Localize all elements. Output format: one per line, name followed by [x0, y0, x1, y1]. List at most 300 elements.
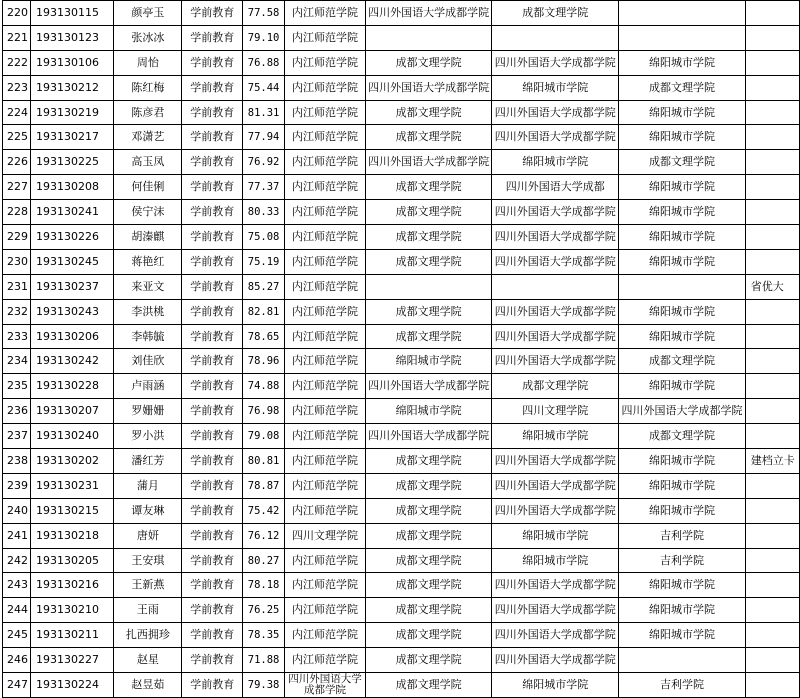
row-number-cell: 221	[3, 25, 31, 50]
student-id-cell: 193130123	[31, 25, 114, 50]
score-cell: 76.88	[243, 50, 285, 75]
major-cell: 学前教育	[182, 623, 243, 648]
table-row	[3, 399, 800, 424]
note-cell	[745, 598, 799, 623]
student-id-cell: 193130202	[31, 449, 114, 474]
score-cell: 78.18	[243, 573, 285, 598]
choice-2-cell: 成都文理学院	[366, 523, 492, 548]
choice-1-cell: 内江师范学院	[284, 175, 365, 200]
note-cell	[745, 299, 799, 324]
table-row	[3, 1, 800, 26]
choice-1-cell: 内江师范学院	[284, 225, 365, 250]
row-number-cell: 226	[3, 150, 31, 175]
choice-2-cell: 成都文理学院	[366, 648, 492, 673]
score-cell: 80.81	[243, 449, 285, 474]
table-row	[3, 274, 800, 299]
choice-4-cell: 绵阳城市学院	[619, 299, 746, 324]
student-id-cell: 193130224	[31, 673, 114, 698]
student-name-cell: 王雨	[114, 598, 182, 623]
score-cell: 79.10	[243, 25, 285, 50]
choice-4-cell: 绵阳城市学院	[619, 473, 746, 498]
major-cell: 学前教育	[182, 349, 243, 374]
student-id-cell: 193130205	[31, 548, 114, 573]
score-cell: 85.27	[243, 274, 285, 299]
student-name-cell: 罗姗姗	[114, 399, 182, 424]
score-cell: 78.35	[243, 623, 285, 648]
choice-1-cell: 内江师范学院	[284, 200, 365, 225]
major-cell: 学前教育	[182, 374, 243, 399]
student-id-cell: 193130231	[31, 473, 114, 498]
score-cell: 77.37	[243, 175, 285, 200]
row-number-cell: 247	[3, 673, 31, 698]
student-name-cell: 高玉凤	[114, 150, 182, 175]
student-name-cell: 李韩毓	[114, 324, 182, 349]
student-id-cell: 193130106	[31, 50, 114, 75]
score-cell: 75.44	[243, 75, 285, 100]
note-cell	[745, 648, 799, 673]
choice-2-cell: 成都文理学院	[366, 548, 492, 573]
choice-4-cell: 绵阳城市学院	[619, 573, 746, 598]
student-name-cell: 陈彦君	[114, 100, 182, 125]
student-id-cell: 193130208	[31, 175, 114, 200]
row-number-cell: 224	[3, 100, 31, 125]
table-row	[3, 548, 800, 573]
choice-2-cell: 绵阳城市学院	[366, 399, 492, 424]
note-cell	[745, 374, 799, 399]
row-number-cell: 238	[3, 449, 31, 474]
choice-1-cell: 内江师范学院	[284, 349, 365, 374]
major-cell: 学前教育	[182, 449, 243, 474]
choice-4-cell: 吉利学院	[619, 673, 746, 698]
table-row	[3, 573, 800, 598]
student-name-cell: 周怡	[114, 50, 182, 75]
choice-3-cell: 四川外国语大学成都学院	[492, 473, 619, 498]
choice-1-cell: 内江师范学院	[284, 299, 365, 324]
student-name-cell: 赵星	[114, 648, 182, 673]
row-number-cell: 225	[3, 125, 31, 150]
score-cell: 76.92	[243, 150, 285, 175]
student-name-cell: 罗小洪	[114, 424, 182, 449]
choice-2-cell: 成都文理学院	[366, 573, 492, 598]
note-cell	[745, 473, 799, 498]
score-cell: 76.98	[243, 399, 285, 424]
table-row	[3, 150, 800, 175]
score-cell: 76.25	[243, 598, 285, 623]
note-cell	[745, 424, 799, 449]
row-number-cell: 222	[3, 50, 31, 75]
major-cell: 学前教育	[182, 598, 243, 623]
choice-3-cell: 绵阳城市学院	[492, 150, 619, 175]
major-cell: 学前教育	[182, 548, 243, 573]
choice-1-cell: 内江师范学院	[284, 374, 365, 399]
choice-1-cell: 内江师范学院	[284, 449, 365, 474]
choice-2-cell: 四川外国语大学成都学院	[366, 150, 492, 175]
student-name-cell: 侯宁沫	[114, 200, 182, 225]
note-cell	[745, 523, 799, 548]
choice-1-cell: 内江师范学院	[284, 498, 365, 523]
major-cell: 学前教育	[182, 249, 243, 274]
choice-1-cell: 内江师范学院	[284, 399, 365, 424]
choice-3-cell: 四川外国语大学成都学院	[492, 648, 619, 673]
choice-1-cell: 内江师范学院	[284, 125, 365, 150]
student-name-cell: 潘红芳	[114, 449, 182, 474]
row-number-cell: 237	[3, 424, 31, 449]
choice-4-cell: 绵阳城市学院	[619, 249, 746, 274]
choice-2-cell: 成都文理学院	[366, 324, 492, 349]
score-cell: 82.81	[243, 299, 285, 324]
row-number-cell: 228	[3, 200, 31, 225]
choice-3-cell: 四川外国语大学成都学院	[492, 200, 619, 225]
row-number-cell: 239	[3, 473, 31, 498]
table-row	[3, 200, 800, 225]
choice-3-cell: 绵阳城市学院	[492, 424, 619, 449]
note-cell	[745, 1, 799, 26]
student-name-cell: 赵昱茹	[114, 673, 182, 698]
choice-4-cell: 绵阳城市学院	[619, 449, 746, 474]
table-row	[3, 449, 800, 474]
choice-2-cell: 成都文理学院	[366, 623, 492, 648]
table-row	[3, 424, 800, 449]
table-row	[3, 125, 800, 150]
choice-3-cell: 成都文理学院	[492, 374, 619, 399]
row-number-cell: 233	[3, 324, 31, 349]
student-name-cell: 蒲月	[114, 473, 182, 498]
note-cell	[745, 623, 799, 648]
student-id-cell: 193130211	[31, 623, 114, 648]
student-id-cell: 193130218	[31, 523, 114, 548]
choice-2-cell: 成都文理学院	[366, 100, 492, 125]
row-number-cell: 236	[3, 399, 31, 424]
student-id-cell: 193130225	[31, 150, 114, 175]
student-name-cell: 唐妍	[114, 523, 182, 548]
table-row	[3, 598, 800, 623]
choice-2-cell: 成都文理学院	[366, 200, 492, 225]
table-row	[3, 648, 800, 673]
choice-4-cell	[619, 25, 746, 50]
choice-3-cell: 四川外国语大学成都学院	[492, 498, 619, 523]
student-id-cell: 193130227	[31, 648, 114, 673]
choice-2-cell: 成都文理学院	[366, 125, 492, 150]
table-row	[3, 673, 800, 698]
row-number-cell: 227	[3, 175, 31, 200]
score-cell: 80.33	[243, 200, 285, 225]
student-name-cell: 张冰冰	[114, 25, 182, 50]
choice-1-cell: 内江师范学院	[284, 648, 365, 673]
note-cell	[745, 498, 799, 523]
choice-3-cell: 四川外国语大学成都学院	[492, 324, 619, 349]
row-number-cell: 241	[3, 523, 31, 548]
choice-4-cell: 绵阳城市学院	[619, 623, 746, 648]
table-row	[3, 225, 800, 250]
student-id-cell: 193130243	[31, 299, 114, 324]
choice-4-cell: 绵阳城市学院	[619, 175, 746, 200]
student-name-cell: 胡溱麒	[114, 225, 182, 250]
choice-4-cell: 四川外国语大学成都学院	[619, 399, 746, 424]
choice-4-cell: 成都文理学院	[619, 75, 746, 100]
choice-2-cell: 成都文理学院	[366, 673, 492, 698]
score-cell: 78.87	[243, 473, 285, 498]
choice-2-cell: 成都文理学院	[366, 299, 492, 324]
note-cell	[745, 249, 799, 274]
choice-4-cell: 绵阳城市学院	[619, 598, 746, 623]
choice-4-cell: 成都文理学院	[619, 424, 746, 449]
row-number-cell: 243	[3, 573, 31, 598]
table-row	[3, 623, 800, 648]
major-cell: 学前教育	[182, 399, 243, 424]
note-cell	[745, 200, 799, 225]
choice-2-cell: 成都文理学院	[366, 225, 492, 250]
note-cell: 建档立卡	[745, 449, 799, 474]
student-id-cell: 193130115	[31, 1, 114, 26]
choice-3-cell: 四川外国语大学成都学院	[492, 249, 619, 274]
score-cell: 75.19	[243, 249, 285, 274]
choice-1-cell: 内江师范学院	[284, 1, 365, 26]
score-cell: 74.88	[243, 374, 285, 399]
choice-4-cell	[619, 274, 746, 299]
choice-1-cell: 内江师范学院	[284, 274, 365, 299]
row-number-cell: 242	[3, 548, 31, 573]
choice-2-cell: 成都文理学院	[366, 449, 492, 474]
choice-3-cell: 四川外国语大学成都学院	[492, 573, 619, 598]
choice-3-cell: 四川外国语大学成都学院	[492, 623, 619, 648]
student-name-cell: 卢雨涵	[114, 374, 182, 399]
score-cell: 79.38	[243, 673, 285, 698]
score-cell: 81.31	[243, 100, 285, 125]
choice-1-cell: 内江师范学院	[284, 548, 365, 573]
major-cell: 学前教育	[182, 150, 243, 175]
choice-2-cell: 四川外国语大学成都学院	[366, 374, 492, 399]
note-cell	[745, 125, 799, 150]
choice-1-cell: 内江师范学院	[284, 75, 365, 100]
choice-4-cell: 绵阳城市学院	[619, 50, 746, 75]
choice-1-cell: 四川外国语大学成都学院	[284, 673, 365, 698]
choice-1-cell: 内江师范学院	[284, 50, 365, 75]
major-cell: 学前教育	[182, 225, 243, 250]
table-body	[3, 1, 800, 698]
student-name-cell: 王新燕	[114, 573, 182, 598]
choice-4-cell: 绵阳城市学院	[619, 374, 746, 399]
table-row	[3, 50, 800, 75]
major-cell: 学前教育	[182, 25, 243, 50]
table-row	[3, 349, 800, 374]
note-cell	[745, 548, 799, 573]
major-cell: 学前教育	[182, 50, 243, 75]
note-cell	[745, 75, 799, 100]
table-row	[3, 25, 800, 50]
choice-2-cell	[366, 274, 492, 299]
student-name-cell: 王安琪	[114, 548, 182, 573]
choice-3-cell: 成都文理学院	[492, 1, 619, 26]
student-name-cell: 李洪桃	[114, 299, 182, 324]
major-cell: 学前教育	[182, 100, 243, 125]
table-row	[3, 299, 800, 324]
student-id-cell: 193130212	[31, 75, 114, 100]
choice-4-cell: 绵阳城市学院	[619, 324, 746, 349]
note-cell	[745, 349, 799, 374]
score-cell: 76.12	[243, 523, 285, 548]
major-cell: 学前教育	[182, 673, 243, 698]
choice-2-cell: 成都文理学院	[366, 249, 492, 274]
choice-3-cell: 四川文理学院	[492, 399, 619, 424]
choice-3-cell: 四川外国语大学成都学院	[492, 225, 619, 250]
choice-1-cell: 内江师范学院	[284, 324, 365, 349]
score-cell: 71.88	[243, 648, 285, 673]
major-cell: 学前教育	[182, 175, 243, 200]
choice-3-cell: 四川外国语大学成都学院	[492, 349, 619, 374]
student-id-cell: 193130228	[31, 374, 114, 399]
major-cell: 学前教育	[182, 424, 243, 449]
student-name-cell: 来亚文	[114, 274, 182, 299]
choice-3-cell: 四川外国语大学成都学院	[492, 50, 619, 75]
choice-1-cell: 四川文理学院	[284, 523, 365, 548]
student-name-cell: 谭友琳	[114, 498, 182, 523]
student-id-cell: 193130237	[31, 274, 114, 299]
note-cell	[745, 324, 799, 349]
choice-1-cell: 内江师范学院	[284, 473, 365, 498]
row-number-cell: 244	[3, 598, 31, 623]
student-id-cell: 193130241	[31, 200, 114, 225]
student-name-cell: 颜亭玉	[114, 1, 182, 26]
student-name-cell: 何佳俐	[114, 175, 182, 200]
table-row	[3, 100, 800, 125]
major-cell: 学前教育	[182, 648, 243, 673]
choice-4-cell: 成都文理学院	[619, 349, 746, 374]
choice-4-cell: 吉利学院	[619, 523, 746, 548]
choice-2-cell: 成都文理学院	[366, 50, 492, 75]
student-id-cell: 193130216	[31, 573, 114, 598]
major-cell: 学前教育	[182, 573, 243, 598]
score-cell: 77.58	[243, 1, 285, 26]
row-number-cell: 235	[3, 374, 31, 399]
score-cell: 80.27	[243, 548, 285, 573]
choice-3-cell: 绵阳城市学院	[492, 548, 619, 573]
choice-3-cell: 四川外国语大学成都学院	[492, 100, 619, 125]
score-cell: 78.65	[243, 324, 285, 349]
choice-4-cell: 绵阳城市学院	[619, 225, 746, 250]
choice-4-cell: 绵阳城市学院	[619, 200, 746, 225]
choice-1-cell: 内江师范学院	[284, 573, 365, 598]
choice-4-cell: 绵阳城市学院	[619, 100, 746, 125]
row-number-cell: 231	[3, 274, 31, 299]
student-id-cell: 193130207	[31, 399, 114, 424]
note-cell	[745, 573, 799, 598]
choice-2-cell: 四川外国语大学成都学院	[366, 1, 492, 26]
table-row	[3, 473, 800, 498]
choice-2-cell: 绵阳城市学院	[366, 349, 492, 374]
note-cell	[745, 25, 799, 50]
choice-2-cell	[366, 25, 492, 50]
student-name-cell: 邓潇艺	[114, 125, 182, 150]
table-row	[3, 324, 800, 349]
row-number-cell: 229	[3, 225, 31, 250]
row-number-cell: 246	[3, 648, 31, 673]
choice-3-cell: 绵阳城市学院	[492, 75, 619, 100]
table-row	[3, 523, 800, 548]
note-cell	[745, 175, 799, 200]
student-id-cell: 193130210	[31, 598, 114, 623]
choice-2-cell: 四川外国语大学成都学院	[366, 75, 492, 100]
major-cell: 学前教育	[182, 299, 243, 324]
row-number-cell: 220	[3, 1, 31, 26]
choice-1-cell: 内江师范学院	[284, 150, 365, 175]
choice-4-cell	[619, 1, 746, 26]
student-name-cell: 蒋艳红	[114, 249, 182, 274]
student-name-cell: 陈红梅	[114, 75, 182, 100]
major-cell: 学前教育	[182, 75, 243, 100]
choice-4-cell: 绵阳城市学院	[619, 498, 746, 523]
choice-2-cell: 成都文理学院	[366, 498, 492, 523]
choice-2-cell: 四川外国语大学成都学院	[366, 424, 492, 449]
student-id-cell: 193130206	[31, 324, 114, 349]
note-cell: 省优大	[745, 274, 799, 299]
choice-4-cell	[619, 648, 746, 673]
table-row	[3, 249, 800, 274]
choice-3-cell: 四川外国语大学成都学院	[492, 125, 619, 150]
score-cell: 78.96	[243, 349, 285, 374]
choice-1-cell: 内江师范学院	[284, 424, 365, 449]
note-cell	[745, 399, 799, 424]
table-row	[3, 498, 800, 523]
major-cell: 学前教育	[182, 498, 243, 523]
major-cell: 学前教育	[182, 324, 243, 349]
score-cell: 79.08	[243, 424, 285, 449]
note-cell	[745, 673, 799, 698]
table-row	[3, 75, 800, 100]
student-name-cell: 刘佳欣	[114, 349, 182, 374]
student-id-cell: 193130219	[31, 100, 114, 125]
student-id-cell: 193130242	[31, 349, 114, 374]
row-number-cell: 232	[3, 299, 31, 324]
student-id-cell: 193130217	[31, 125, 114, 150]
note-cell	[745, 225, 799, 250]
major-cell: 学前教育	[182, 125, 243, 150]
student-id-cell: 193130240	[31, 424, 114, 449]
student-id-cell: 193130226	[31, 225, 114, 250]
choice-3-cell: 绵阳城市学院	[492, 673, 619, 698]
choice-4-cell: 绵阳城市学院	[619, 125, 746, 150]
score-cell: 75.42	[243, 498, 285, 523]
note-cell	[745, 100, 799, 125]
choice-3-cell: 绵阳城市学院	[492, 523, 619, 548]
student-name-cell: 扎西拥珍	[114, 623, 182, 648]
choice-3-cell: 四川外国语大学成都学院	[492, 598, 619, 623]
choice-2-cell: 成都文理学院	[366, 175, 492, 200]
note-cell	[745, 50, 799, 75]
choice-1-cell: 内江师范学院	[284, 623, 365, 648]
choice-1-cell: 内江师范学院	[284, 598, 365, 623]
major-cell: 学前教育	[182, 1, 243, 26]
score-cell: 77.94	[243, 125, 285, 150]
choice-2-cell: 成都文理学院	[366, 473, 492, 498]
table-row	[3, 175, 800, 200]
choice-3-cell: 四川外国语大学成都学院	[492, 299, 619, 324]
choice-3-cell: 四川外国语大学成都	[492, 175, 619, 200]
major-cell: 学前教育	[182, 200, 243, 225]
row-number-cell: 230	[3, 249, 31, 274]
choice-1-cell: 内江师范学院	[284, 100, 365, 125]
choice-3-cell: 四川外国语大学成都学院	[492, 449, 619, 474]
row-number-cell: 223	[3, 75, 31, 100]
row-number-cell: 245	[3, 623, 31, 648]
admission-choices-table	[2, 0, 800, 698]
major-cell: 学前教育	[182, 473, 243, 498]
choice-1-cell: 内江师范学院	[284, 249, 365, 274]
choice-4-cell: 吉利学院	[619, 548, 746, 573]
major-cell: 学前教育	[182, 274, 243, 299]
choice-3-cell	[492, 25, 619, 50]
choice-2-cell: 成都文理学院	[366, 598, 492, 623]
student-id-cell: 193130245	[31, 249, 114, 274]
